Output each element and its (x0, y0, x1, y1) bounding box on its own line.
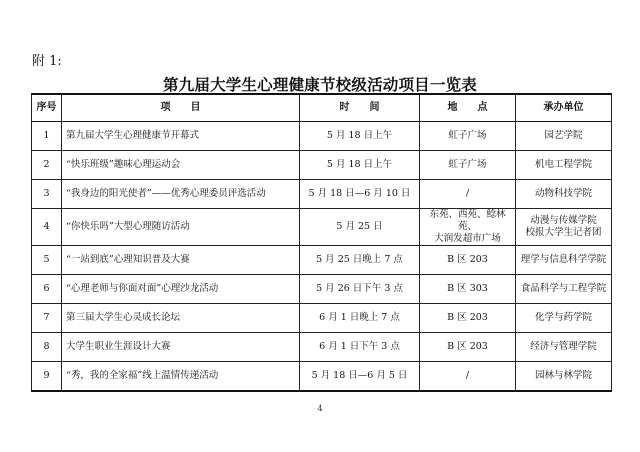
table-row (32, 332, 612, 361)
cell-project: 大学生职业生涯设计大赛 (62, 332, 300, 361)
annex-label: 附 1: (32, 54, 62, 69)
header-location: 地 点 (420, 94, 516, 122)
cell-organizer: 园林与林学院 (516, 361, 612, 391)
location-line: B 区 203 (447, 311, 488, 323)
cell-project: “一站到底”心理知识普及大赛 (62, 245, 300, 274)
cell-no: 2 (32, 151, 62, 180)
cell-project: “你快乐吗”大型心理随访活动 (62, 209, 300, 246)
cell-no: 4 (32, 209, 62, 246)
cell-project: 第三届大学生心灵成长论坛 (62, 303, 300, 332)
cell-no: 8 (32, 332, 62, 361)
table-row (32, 361, 612, 391)
header-project: 项 目 (62, 94, 300, 122)
cell-location (420, 361, 516, 391)
location-line: B 区 303 (447, 282, 488, 294)
cell-time: 5 月 26 日下午 3 点 (300, 274, 420, 303)
location-line: / (465, 188, 470, 200)
table-row (32, 180, 612, 209)
cell-project: “我身边的阳光使者”——优秀心理委员评选活动 (62, 180, 300, 209)
cell-project: “秀，我的全家福”线上温情传递活动 (62, 361, 300, 391)
cell-location (420, 332, 516, 361)
header-no: 序号 (32, 94, 62, 122)
table-row (32, 274, 612, 303)
location-line: 东苑、西苑、鲶林苑、 (429, 209, 506, 232)
cell-time: 6 月 1 日晚上 7 点 (300, 303, 420, 332)
cell-organizer: 经济与管理学院 (516, 332, 612, 361)
cell-location (420, 209, 516, 246)
cell-time: 5 月 18 日—6 月 10 日 (300, 180, 420, 209)
document-title: 第九届大学生心理健康节校级活动项目一览表 (162, 75, 477, 94)
cell-organizer: 理学与信息科学学院 (516, 245, 612, 274)
cell-project: “心理老师与你面对面”心理沙龙活动 (62, 274, 300, 303)
cell-no: 6 (32, 274, 62, 303)
cell-organizer: 机电工程学院 (516, 151, 612, 180)
cell-location (420, 303, 516, 332)
cell-time: 5 月 25 日晚上 7 点 (300, 245, 420, 274)
location-line: 虹子广场 (448, 159, 487, 171)
location-line: / (465, 369, 470, 381)
table-header-row (32, 94, 612, 122)
activities-table (31, 93, 612, 392)
table-row (32, 303, 612, 332)
cell-no: 7 (32, 303, 62, 332)
header-organizer: 承办单位 (516, 94, 612, 122)
location-line: 大润发超市广场 (434, 232, 501, 244)
table-row (32, 209, 612, 246)
table-row (32, 122, 612, 151)
table-row (32, 245, 612, 274)
cell-location (420, 180, 516, 209)
cell-no: 9 (32, 361, 62, 391)
location-line: B 区 203 (447, 253, 488, 265)
table-row (32, 151, 612, 180)
cell-no: 1 (32, 122, 62, 151)
cell-organizer: 动漫与传媒学院 校报大学生记者团 (516, 209, 612, 246)
page-number: 4 (317, 404, 323, 413)
cell-project: 第九届大学生心理健康节开幕式 (62, 122, 300, 151)
cell-time: 5 月 18 日上午 (300, 151, 420, 180)
cell-time: 6 月 1 日下午 3 点 (300, 332, 420, 361)
cell-organizer: 园艺学院 (516, 122, 612, 151)
cell-location (420, 245, 516, 274)
cell-no: 3 (32, 180, 62, 209)
cell-time: 5 月 25 日 (300, 209, 420, 246)
header-time: 时 间 (300, 94, 420, 122)
location-line: 虹子广场 (448, 130, 487, 142)
cell-no: 5 (32, 245, 62, 274)
cell-location (420, 122, 516, 151)
cell-organizer: 食品科学与工程学院 (516, 274, 612, 303)
cell-time: 5 月 18 日—6 月 5 日 (300, 361, 420, 391)
cell-organizer: 化学与药学院 (516, 303, 612, 332)
location-line: B 区 203 (447, 340, 488, 352)
cell-location (420, 274, 516, 303)
cell-project: “快乐班级”趣味心理运动会 (62, 151, 300, 180)
cell-location (420, 151, 516, 180)
cell-organizer: 动物科技学院 (516, 180, 612, 209)
cell-time: 5 月 18 日上午 (300, 122, 420, 151)
